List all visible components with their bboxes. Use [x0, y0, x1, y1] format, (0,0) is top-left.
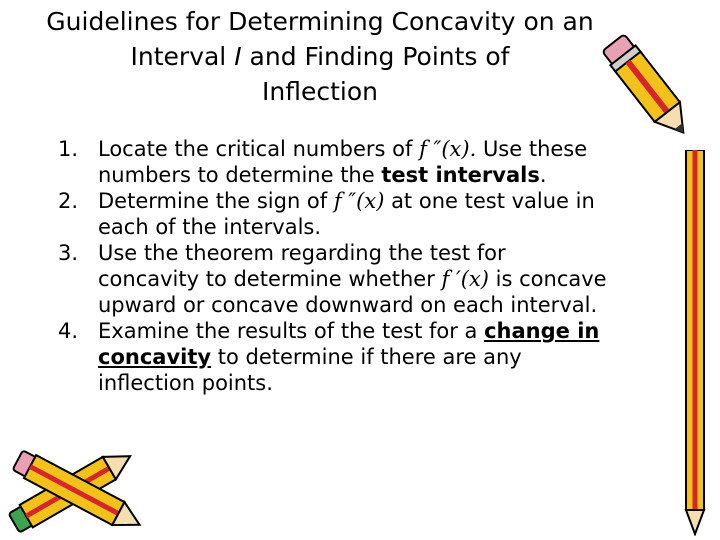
guidelines-list: [58, 136, 648, 396]
step-3-line-2: [98, 266, 648, 292]
title-line-2-text-a: Interval: [130, 42, 235, 71]
step-1-text-d: .: [539, 163, 547, 187]
step-2-line-2: each of the intervals.: [98, 215, 322, 239]
list-item: [58, 318, 648, 396]
math-first-derivative: f ′(x): [441, 267, 489, 291]
list-number: 2.: [58, 189, 79, 213]
slide-title: [20, 4, 620, 109]
list-item: [58, 136, 648, 188]
list-number: 3.: [58, 241, 79, 265]
step-1-text-b: Use these: [476, 137, 588, 161]
pencil-icon: [584, 2, 710, 170]
list-item: [58, 240, 648, 318]
step-4-line-1: [98, 318, 648, 344]
test-intervals-term: test intervals: [381, 163, 540, 187]
step-3-line-1: Use the theorem regarding the test for: [98, 241, 506, 265]
step-1-text-a: Locate the critical numbers of: [98, 137, 420, 161]
step-3-line-3: upward or concave downward on each interval.: [98, 293, 598, 317]
step-1-text-c: numbers to determine the: [98, 163, 382, 187]
step-2-text-a: Determine the sign of: [98, 189, 334, 213]
pencil-icon: [678, 150, 712, 536]
title-line-1: Guidelines for Determining Concavity on an: [46, 7, 594, 36]
step-1-line-1: [98, 136, 648, 162]
list-number: 4.: [58, 319, 79, 343]
step-2-line-1: [98, 188, 648, 214]
step-4-text-a: Examine the results of the test for a: [98, 319, 485, 343]
crossed-pencils-icon: [0, 432, 160, 540]
step-4-line-2: [98, 344, 648, 370]
list-number: 1.: [58, 137, 79, 161]
step-3-text-b: is concave: [488, 267, 607, 291]
math-second-derivative: f ″(x): [333, 189, 385, 213]
math-second-derivative: f ″(x).: [419, 137, 477, 161]
title-line-3: Inflection: [262, 77, 378, 106]
change-in-term: change in: [484, 319, 600, 343]
concavity-term: concavity: [98, 345, 212, 369]
title-line-2: [20, 39, 620, 74]
step-4-line-3: inflection points.: [98, 371, 273, 395]
title-line-2-text-b: and Finding Points of: [241, 42, 510, 71]
step-2-text-b: at one test value in: [384, 189, 595, 213]
list-item: [58, 188, 648, 240]
title-interval-variable: I: [234, 42, 242, 71]
step-4-text-b: to determine if there are any: [211, 345, 522, 369]
step-1-line-2: [98, 162, 648, 188]
step-3-text-a: concavity to determine whether: [98, 267, 442, 291]
